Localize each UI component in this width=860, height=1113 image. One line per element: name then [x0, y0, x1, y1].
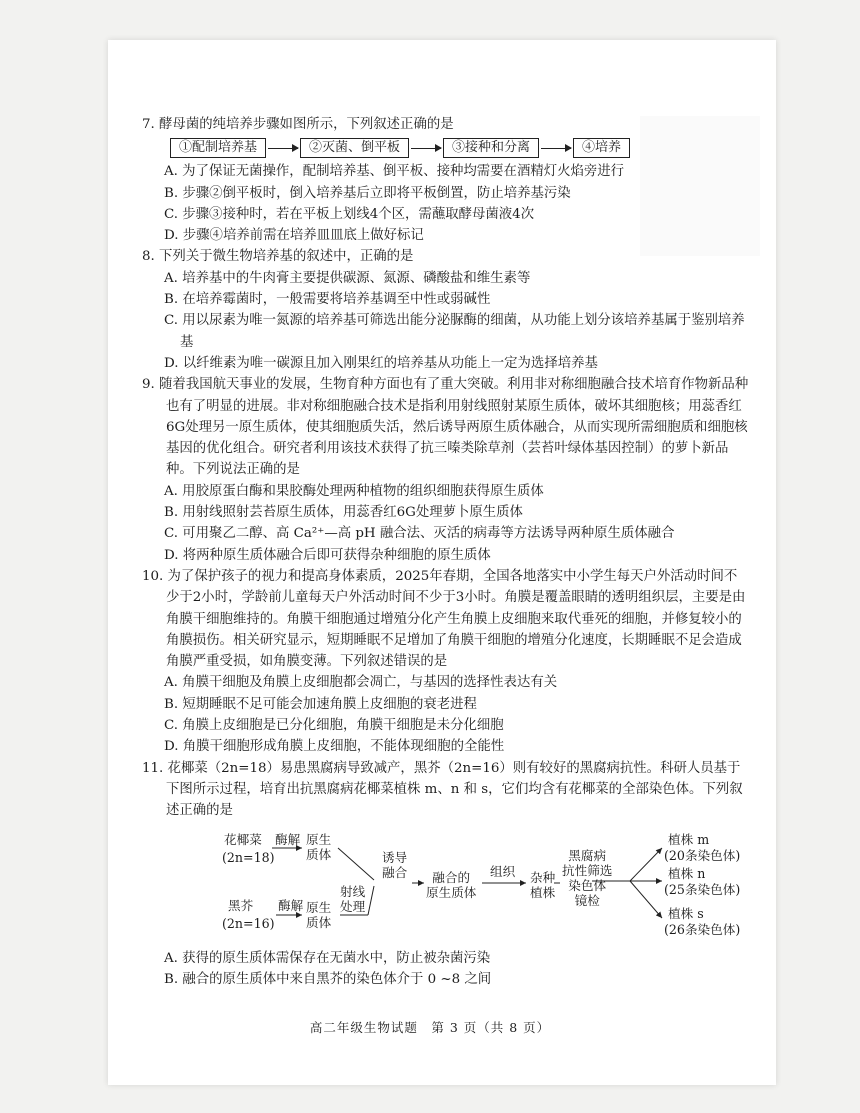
option: A. 培养基中的牛肉膏主要提供碳源、氮源、磷酸盐和维生素等	[164, 270, 531, 286]
option: D. 角膜干细胞形成角膜上皮细胞，不能体现细胞的全能性	[164, 739, 505, 755]
plant-cauliflower-chrom: (2n=18)	[222, 849, 275, 865]
plant-n-label: 植株 n	[668, 865, 706, 881]
question-stem: 11. 花椰菜（2n=18）易患黑腐病导致减产，黑芥（2n=16）则有较好的黑腐病抗性。科研人员基于下图所示过程，培育出抗黑腐病花椰菜植株 m、n 和 s，它们均含有花椰菜的全部染色体。下列叙述正确的是	[142, 760, 743, 819]
option: C. 可用聚乙二醇、高 Ca²⁺—高 pH 融合法、灭活的病毒等方法诱导两种原生质体融合	[164, 526, 675, 542]
tissue-culture-label: 组织	[490, 863, 516, 879]
page-content	[142, 114, 750, 990]
hybrid-plant-label: 杂种 植株	[530, 869, 556, 900]
enzyme-label: 酶解	[275, 831, 301, 847]
culture-steps-flowchart	[170, 137, 750, 159]
enzyme-label: 酶解	[278, 897, 304, 913]
induce-fusion-label: 诱导 融合	[382, 849, 408, 880]
option: B. 用射线照射芸苔原生质体，用蕊香红6G处理萝卜原生质体	[164, 505, 523, 521]
option: D. 将两种原生质体融合后即可获得杂种细胞的原生质体	[164, 547, 491, 563]
question-11	[142, 758, 750, 990]
question-10	[142, 566, 750, 758]
option: D. 步骤④培养前需在培养皿皿底上做好标记	[164, 228, 424, 244]
question-stem: 7. 酵母菌的纯培养步骤如图所示，下列叙述正确的是	[142, 117, 454, 132]
option: A. 角膜干细胞及角膜上皮细胞都会凋亡，与基因的选择性表达有关	[164, 675, 558, 691]
option: D. 以纤维素为唯一碳源且加入刚果红的培养基从功能上一定为选择培养基	[164, 355, 598, 371]
protoplast-label: 原生 质体	[306, 831, 332, 862]
flow-step: ④培养	[573, 138, 630, 158]
option: B. 融合的原生质体中来自黑芥的染色体介于 0 ~8 之间	[164, 971, 492, 987]
plant-s-label: 植株 s	[668, 905, 704, 921]
flow-step: ③接种和分离	[443, 138, 539, 158]
plant-cauliflower-label: 花椰菜	[224, 831, 262, 847]
option: C. 步骤③接种时，若在平板上划线4个区，需蘸取酵母菌液4次	[164, 206, 535, 222]
plant-n-chrom: (25条染色体)	[664, 881, 741, 897]
question-stem: 8. 下列关于微生物培养基的叙述中，正确的是	[142, 249, 414, 265]
question-stem: 9. 随着我国航天事业的发展，生物育种方面也有了重大突破。利用非对称细胞融合技术培育作物新品种也有了明显的进展。非对称细胞融合技术是指利用射线照射某原生质体，破坏其细胞核；用蕊香红6G处理另一原生质体，使其细胞质失活，然后诱导两原生质体融合，从而实现所需细胞质和细胞核基因的优化组合。研究者利用该技术获得了抗三嗪类除草剂（芸苔叶绿体基因控制）的萝卜新品种。下列说法正确的是	[142, 377, 749, 478]
option: B. 步骤②倒平板时，倒入培养基后立即将平板倒置，防止培养基污染	[164, 185, 571, 201]
page-footer: 高二年级生物试题 第 3 页（共 8 页）	[309, 1020, 551, 1035]
question-9	[142, 374, 750, 566]
option: A. 获得的原生质体需保存在无菌水中，防止被杂菌污染	[164, 950, 491, 966]
option: A. 用胶原蛋白酶和果胶酶处理两种植物的组织细胞获得原生质体	[164, 483, 544, 499]
arrow-icon	[541, 148, 571, 149]
plant-m-label: 植株 m	[668, 831, 710, 847]
plant-m-chrom: (20条染色体)	[664, 847, 741, 863]
option: C. 角膜上皮细胞是已分化细胞，角膜干细胞是未分化细胞	[164, 718, 504, 734]
option: A. 为了保证无菌操作，配制培养基、倒平板、接种均需要在酒精灯火焰旁进行	[164, 164, 625, 180]
protoplast-fusion-diagram	[142, 826, 750, 946]
question-8	[142, 246, 750, 374]
option: C. 用以尿素为唯一氮源的培养基可筛选出能分泌脲酶的细菌，从功能上划分该培养基属于鉴别培养基	[164, 313, 745, 350]
arrow-icon	[268, 148, 298, 149]
plant-mustard-chrom: (2n=16)	[222, 915, 275, 931]
option: B. 短期睡眠不足可能会加速角膜上皮细胞的衰老进程	[164, 696, 477, 712]
screening-label: 黑腐病 抗性筛选 染色体 镜检	[562, 847, 613, 908]
flow-step: ①配制培养基	[170, 138, 266, 158]
protoplast-label: 原生 质体	[306, 899, 332, 930]
fused-protoplast-label: 融合的 原生质体	[426, 869, 477, 900]
plant-s-chrom: (26条染色体)	[664, 921, 741, 937]
question-7	[142, 114, 750, 246]
question-stem: 10. 为了保护孩子的视力和提高身体素质，2025年春期，全国各地落实中小学生每天户外活动时间不少于2小时，学龄前儿童每天户外活动时间不少于3小时。角膜是覆盖眼睛的透明组织层，主要是由角膜干细胞维持的。角膜干细胞通过增殖分化产生角膜上皮细胞来取代垂死的细胞，并修复较小的角膜损伤。相关研究显示，短期睡眠不足增加了角膜干细胞的增殖分化速度，长期睡眠不足会造成角膜严重受损，如角膜变薄。下列叙述错误的是	[142, 568, 746, 670]
arrow-icon	[411, 148, 441, 149]
flow-step: ②灭菌、倒平板	[300, 138, 409, 158]
ray-treatment-label: 射线 处理	[340, 883, 366, 914]
option: B. 在培养霉菌时，一般需要将培养基调至中性或弱碱性	[164, 292, 491, 308]
plant-mustard-label: 黑芥	[228, 897, 254, 913]
